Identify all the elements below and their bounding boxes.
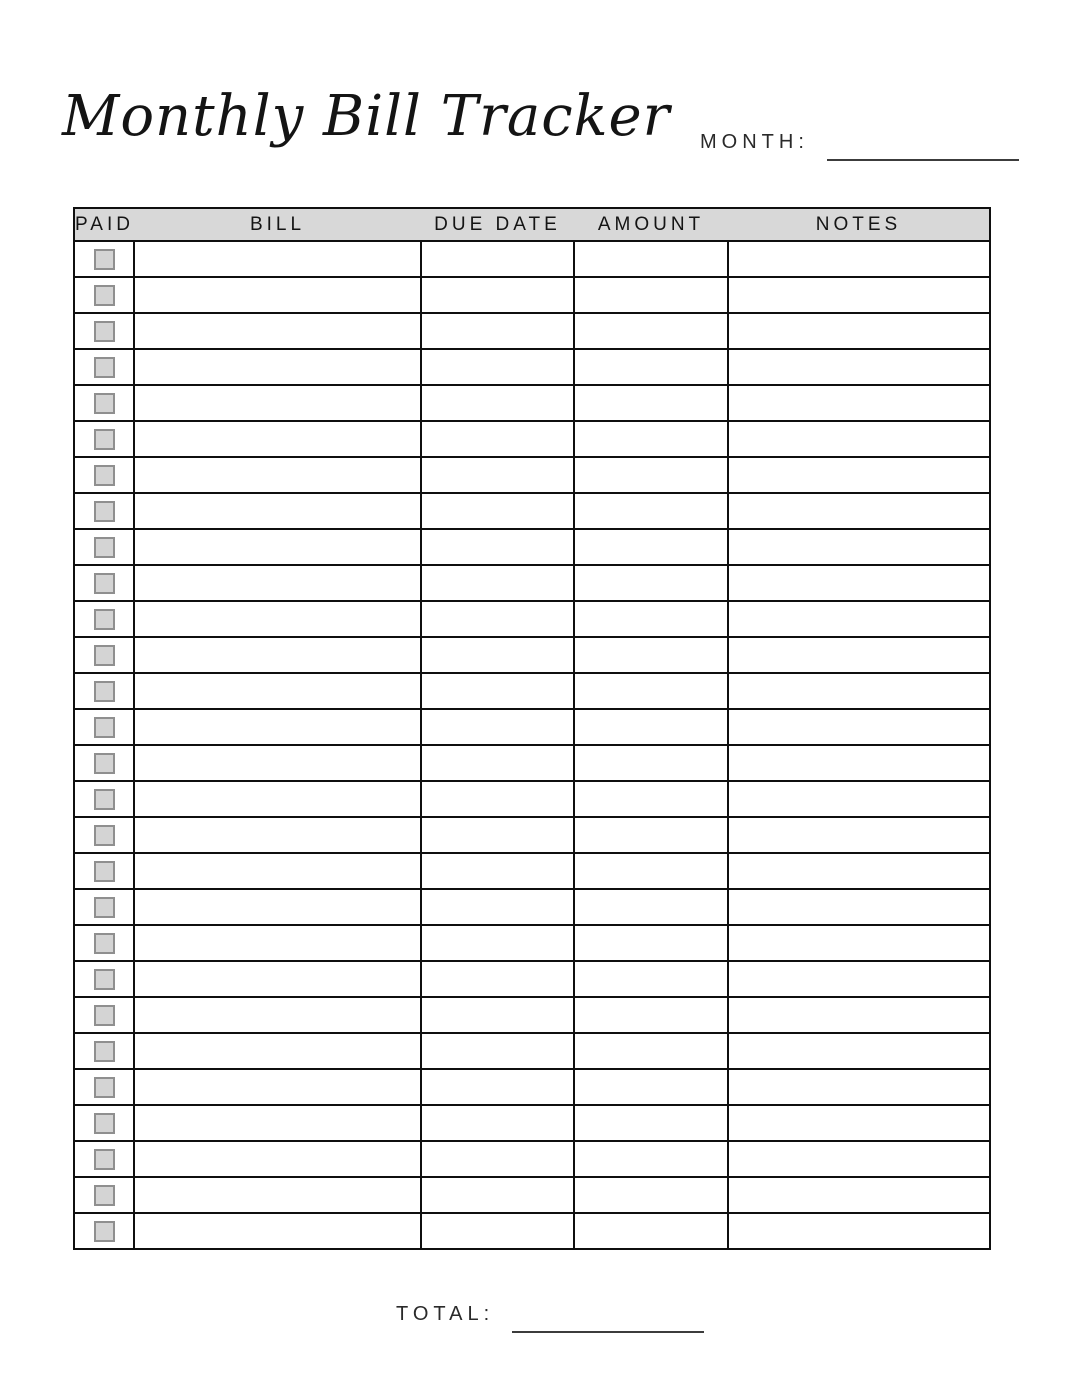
table-row: [74, 745, 990, 781]
due-date-cell[interactable]: [421, 457, 574, 493]
amount-cell[interactable]: [574, 781, 728, 817]
table-row: [74, 961, 990, 997]
paid-cell: [74, 1213, 134, 1249]
notes-cell[interactable]: [728, 745, 990, 781]
amount-cell[interactable]: [574, 889, 728, 925]
notes-cell[interactable]: [728, 925, 990, 961]
paid-cell: [74, 997, 134, 1033]
notes-cell[interactable]: [728, 853, 990, 889]
month-label: MONTH:: [700, 131, 809, 153]
notes-cell[interactable]: [728, 889, 990, 925]
paid-cell: [74, 241, 134, 277]
paid-cell: [74, 853, 134, 889]
bill-cell[interactable]: [134, 457, 421, 493]
amount-cell[interactable]: [574, 277, 728, 313]
column-header-paid: PAID: [74, 208, 134, 241]
table-row: [74, 493, 990, 529]
due-date-cell[interactable]: [421, 565, 574, 601]
page-title: Monthly Bill Tracker: [62, 84, 671, 149]
paid-checkbox[interactable]: [94, 825, 115, 846]
paid-checkbox[interactable]: [94, 897, 115, 918]
paid-checkbox[interactable]: [94, 1221, 115, 1242]
table-row: [74, 673, 990, 709]
paid-checkbox[interactable]: [94, 789, 115, 810]
paid-checkbox[interactable]: [94, 501, 115, 522]
bill-table-header: [74, 208, 990, 241]
total-label: TOTAL:: [396, 1303, 495, 1325]
bill-cell[interactable]: [134, 745, 421, 781]
table-row: [74, 817, 990, 853]
bill-cell[interactable]: [134, 709, 421, 745]
bill-cell[interactable]: [134, 817, 421, 853]
paid-cell: [74, 601, 134, 637]
paid-cell: [74, 1069, 134, 1105]
amount-cell[interactable]: [574, 385, 728, 421]
bill-cell[interactable]: [134, 385, 421, 421]
paid-cell: [74, 781, 134, 817]
notes-cell[interactable]: [728, 529, 990, 565]
table-row: [74, 781, 990, 817]
bill-table-body: [74, 241, 990, 1249]
bill-cell[interactable]: [134, 1033, 421, 1069]
bill-cell[interactable]: [134, 313, 421, 349]
paid-cell: [74, 565, 134, 601]
paid-checkbox[interactable]: [94, 1041, 115, 1062]
amount-cell[interactable]: [574, 421, 728, 457]
notes-cell[interactable]: [728, 421, 990, 457]
amount-cell[interactable]: [574, 1105, 728, 1141]
total-field: [396, 1303, 704, 1326]
table-row: [74, 925, 990, 961]
notes-cell[interactable]: [728, 349, 990, 385]
notes-cell[interactable]: [728, 1033, 990, 1069]
notes-cell[interactable]: [728, 1069, 990, 1105]
amount-cell[interactable]: [574, 1033, 728, 1069]
paid-cell: [74, 529, 134, 565]
due-date-cell[interactable]: [421, 493, 574, 529]
paid-cell: [74, 493, 134, 529]
notes-cell[interactable]: [728, 457, 990, 493]
bill-cell[interactable]: [134, 1069, 421, 1105]
month-field: [700, 131, 1019, 154]
paid-cell: [74, 385, 134, 421]
amount-cell[interactable]: [574, 1069, 728, 1105]
table-row: [74, 601, 990, 637]
bill-cell[interactable]: [134, 277, 421, 313]
paid-cell: [74, 1033, 134, 1069]
bill-cell[interactable]: [134, 889, 421, 925]
amount-cell[interactable]: [574, 961, 728, 997]
bill-cell[interactable]: [134, 349, 421, 385]
bill-cell[interactable]: [134, 421, 421, 457]
due-date-cell[interactable]: [421, 1213, 574, 1249]
bill-cell[interactable]: [134, 925, 421, 961]
table-row: [74, 709, 990, 745]
paid-checkbox[interactable]: [94, 933, 115, 954]
amount-cell[interactable]: [574, 997, 728, 1033]
bill-cell[interactable]: [134, 1177, 421, 1213]
column-header-bill: BILL: [134, 208, 421, 241]
paid-cell: [74, 925, 134, 961]
paid-cell: [74, 889, 134, 925]
table-row: [74, 457, 990, 493]
due-date-cell[interactable]: [421, 421, 574, 457]
paid-checkbox[interactable]: [94, 429, 115, 450]
table-row: [74, 565, 990, 601]
bill-cell[interactable]: [134, 1105, 421, 1141]
month-input-line[interactable]: [827, 139, 1019, 161]
notes-cell[interactable]: [728, 997, 990, 1033]
notes-cell[interactable]: [728, 817, 990, 853]
table-row: [74, 277, 990, 313]
paid-checkbox[interactable]: [94, 753, 115, 774]
due-date-cell[interactable]: [421, 817, 574, 853]
bill-cell[interactable]: [134, 1213, 421, 1249]
due-date-cell[interactable]: [421, 745, 574, 781]
bill-cell[interactable]: [134, 565, 421, 601]
total-input-line[interactable]: [512, 1311, 704, 1333]
due-date-cell[interactable]: [421, 1105, 574, 1141]
table-row: [74, 241, 990, 277]
paid-checkbox[interactable]: [94, 717, 115, 738]
table-row: [74, 637, 990, 673]
bill-cell[interactable]: [134, 601, 421, 637]
table-row: [74, 313, 990, 349]
bill-cell[interactable]: [134, 1141, 421, 1177]
paid-checkbox[interactable]: [94, 285, 115, 306]
notes-cell[interactable]: [728, 781, 990, 817]
notes-cell[interactable]: [728, 277, 990, 313]
amount-cell[interactable]: [574, 529, 728, 565]
paid-cell: [74, 1177, 134, 1213]
notes-cell[interactable]: [728, 1105, 990, 1141]
table-row: [74, 1213, 990, 1249]
notes-cell[interactable]: [728, 1213, 990, 1249]
paid-checkbox[interactable]: [94, 1149, 115, 1170]
bill-cell[interactable]: [134, 853, 421, 889]
table-row: [74, 1177, 990, 1213]
due-date-cell[interactable]: [421, 349, 574, 385]
table-row: [74, 385, 990, 421]
due-date-cell[interactable]: [421, 925, 574, 961]
due-date-cell[interactable]: [421, 1141, 574, 1177]
paid-checkbox[interactable]: [94, 681, 115, 702]
due-date-cell[interactable]: [421, 709, 574, 745]
paid-checkbox[interactable]: [94, 609, 115, 630]
amount-cell[interactable]: [574, 817, 728, 853]
paid-checkbox[interactable]: [94, 465, 115, 486]
amount-cell[interactable]: [574, 1141, 728, 1177]
bill-cell[interactable]: [134, 781, 421, 817]
notes-cell[interactable]: [728, 241, 990, 277]
amount-cell[interactable]: [574, 673, 728, 709]
due-date-cell[interactable]: [421, 385, 574, 421]
amount-cell[interactable]: [574, 1177, 728, 1213]
amount-cell[interactable]: [574, 709, 728, 745]
paid-cell: [74, 709, 134, 745]
bill-cell[interactable]: [134, 529, 421, 565]
paid-checkbox[interactable]: [94, 1113, 115, 1134]
due-date-cell[interactable]: [421, 1177, 574, 1213]
notes-cell[interactable]: [728, 493, 990, 529]
bill-cell[interactable]: [134, 241, 421, 277]
bill-cell[interactable]: [134, 997, 421, 1033]
paid-checkbox[interactable]: [94, 357, 115, 378]
header-row: [74, 208, 990, 241]
due-date-cell[interactable]: [421, 1069, 574, 1105]
bill-cell[interactable]: [134, 961, 421, 997]
amount-cell[interactable]: [574, 493, 728, 529]
due-date-cell[interactable]: [421, 889, 574, 925]
due-date-cell[interactable]: [421, 277, 574, 313]
notes-cell[interactable]: [728, 1177, 990, 1213]
paid-cell: [74, 817, 134, 853]
amount-cell[interactable]: [574, 241, 728, 277]
due-date-cell[interactable]: [421, 997, 574, 1033]
paid-checkbox[interactable]: [94, 645, 115, 666]
table-row: [74, 1141, 990, 1177]
amount-cell[interactable]: [574, 925, 728, 961]
due-date-cell[interactable]: [421, 1033, 574, 1069]
bill-cell[interactable]: [134, 637, 421, 673]
notes-cell[interactable]: [728, 313, 990, 349]
table-row: [74, 889, 990, 925]
amount-cell[interactable]: [574, 745, 728, 781]
paid-checkbox[interactable]: [94, 1005, 115, 1026]
due-date-cell[interactable]: [421, 853, 574, 889]
amount-cell[interactable]: [574, 1213, 728, 1249]
paid-checkbox[interactable]: [94, 1077, 115, 1098]
table-row: [74, 349, 990, 385]
paid-cell: [74, 745, 134, 781]
paid-checkbox[interactable]: [94, 321, 115, 342]
due-date-cell[interactable]: [421, 601, 574, 637]
table-row: [74, 529, 990, 565]
due-date-cell[interactable]: [421, 529, 574, 565]
table-row: [74, 1033, 990, 1069]
due-date-cell[interactable]: [421, 241, 574, 277]
notes-cell[interactable]: [728, 601, 990, 637]
notes-cell[interactable]: [728, 673, 990, 709]
paid-checkbox[interactable]: [94, 537, 115, 558]
paid-cell: [74, 349, 134, 385]
amount-cell[interactable]: [574, 637, 728, 673]
amount-cell[interactable]: [574, 601, 728, 637]
paid-checkbox[interactable]: [94, 393, 115, 414]
paid-cell: [74, 637, 134, 673]
table-row: [74, 853, 990, 889]
notes-cell[interactable]: [728, 1141, 990, 1177]
due-date-cell[interactable]: [421, 313, 574, 349]
paid-cell: [74, 1141, 134, 1177]
column-header-amount: AMOUNT: [574, 208, 728, 241]
paid-checkbox[interactable]: [94, 969, 115, 990]
due-date-cell[interactable]: [421, 673, 574, 709]
column-header-notes: NOTES: [728, 208, 990, 241]
amount-cell[interactable]: [574, 457, 728, 493]
notes-cell[interactable]: [728, 565, 990, 601]
paid-cell: [74, 421, 134, 457]
paid-cell: [74, 313, 134, 349]
table-row: [74, 1105, 990, 1141]
due-date-cell[interactable]: [421, 637, 574, 673]
amount-cell[interactable]: [574, 349, 728, 385]
bill-cell[interactable]: [134, 493, 421, 529]
paid-checkbox[interactable]: [94, 861, 115, 882]
due-date-cell[interactable]: [421, 961, 574, 997]
notes-cell[interactable]: [728, 637, 990, 673]
notes-cell[interactable]: [728, 709, 990, 745]
paid-checkbox[interactable]: [94, 573, 115, 594]
paid-checkbox[interactable]: [94, 249, 115, 270]
paid-checkbox[interactable]: [94, 1185, 115, 1206]
paid-cell: [74, 673, 134, 709]
amount-cell[interactable]: [574, 565, 728, 601]
notes-cell[interactable]: [728, 961, 990, 997]
notes-cell[interactable]: [728, 385, 990, 421]
table-row: [74, 421, 990, 457]
table-row: [74, 997, 990, 1033]
amount-cell[interactable]: [574, 853, 728, 889]
table-row: [74, 1069, 990, 1105]
paid-cell: [74, 457, 134, 493]
bill-cell[interactable]: [134, 673, 421, 709]
paid-cell: [74, 277, 134, 313]
amount-cell[interactable]: [574, 313, 728, 349]
due-date-cell[interactable]: [421, 781, 574, 817]
paid-cell: [74, 961, 134, 997]
paid-cell: [74, 1105, 134, 1141]
bill-table: [73, 207, 991, 1250]
column-header-due-date: DUE DATE: [421, 208, 574, 241]
